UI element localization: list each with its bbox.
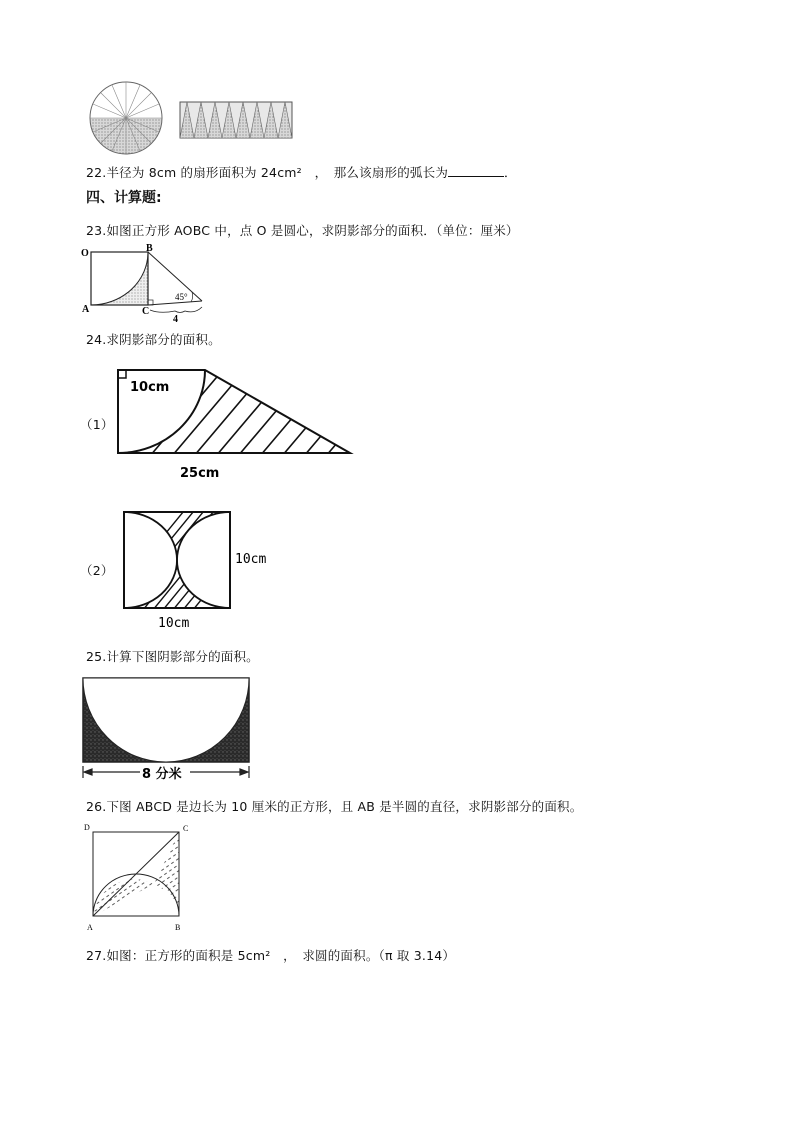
question-23-text: 23.如图正方形 AOBC 中，点 O 是圆心，求阴影部分的面积．（单位：厘米） bbox=[86, 223, 519, 238]
label-b: B bbox=[146, 244, 153, 254]
q24-2-left-semicircle bbox=[124, 512, 177, 608]
length-brace bbox=[150, 307, 202, 313]
answer-blank bbox=[448, 165, 504, 177]
q25-figure bbox=[78, 674, 256, 782]
section-title: 四、计算题: bbox=[86, 190, 162, 206]
label-a: A bbox=[82, 304, 90, 315]
q23-shaded-region bbox=[91, 252, 148, 305]
q24-1-base-label: 25cm bbox=[180, 466, 220, 481]
question-22-end: ． bbox=[504, 165, 517, 180]
q24-1-side-label: 10cm bbox=[130, 380, 170, 395]
q26-shaded-lens bbox=[93, 879, 154, 916]
sectored-circle bbox=[90, 82, 162, 154]
question-25-text: 25.计算下图阴影部分的面积。 bbox=[86, 649, 259, 664]
q26-label-d: D bbox=[84, 823, 90, 832]
q26-label-c: C bbox=[183, 824, 189, 833]
q26-label-b: B bbox=[175, 923, 181, 932]
label-length: 4 bbox=[173, 314, 178, 324]
label-c: C bbox=[142, 306, 150, 317]
q24-part2-figure bbox=[118, 506, 278, 632]
q24-part1-tag: （1） bbox=[80, 417, 114, 432]
q24-2-base-label: 10cm bbox=[158, 616, 190, 631]
question-26-text: 26.下图 ABCD 是边长为 10 厘米的正方形，且 AB 是半圆的直径，求阴影部分的面积。 bbox=[86, 799, 583, 814]
q24-part1-figure bbox=[110, 362, 360, 486]
angle-arc bbox=[191, 292, 193, 302]
q26-figure bbox=[82, 820, 194, 936]
rearranged-strip bbox=[180, 102, 292, 138]
sector-rearrangement-figure bbox=[86, 80, 298, 156]
question-22 bbox=[86, 163, 517, 181]
question-27-text: 27.如图：正方形的面积是 5cm² ， 求圆的面积。（π 取 3.14） bbox=[86, 948, 456, 963]
q24-2-side-label: 10cm bbox=[235, 552, 267, 567]
question-22-text: 22.半径为 8cm 的扇形面积为 24cm² ， 那么该扇形的弧长为 bbox=[86, 165, 449, 180]
q24-part2-tag: （2） bbox=[80, 563, 114, 578]
q24-1-right-angle bbox=[118, 370, 126, 378]
label-o: O bbox=[81, 248, 89, 259]
q26-label-a: A bbox=[87, 923, 93, 932]
q25-width-label: 8 分米 bbox=[142, 767, 182, 782]
question-24-text: 24.求阴影部分的面积。 bbox=[86, 332, 221, 347]
q23-figure bbox=[80, 244, 210, 324]
label-angle: 45° bbox=[175, 292, 188, 302]
